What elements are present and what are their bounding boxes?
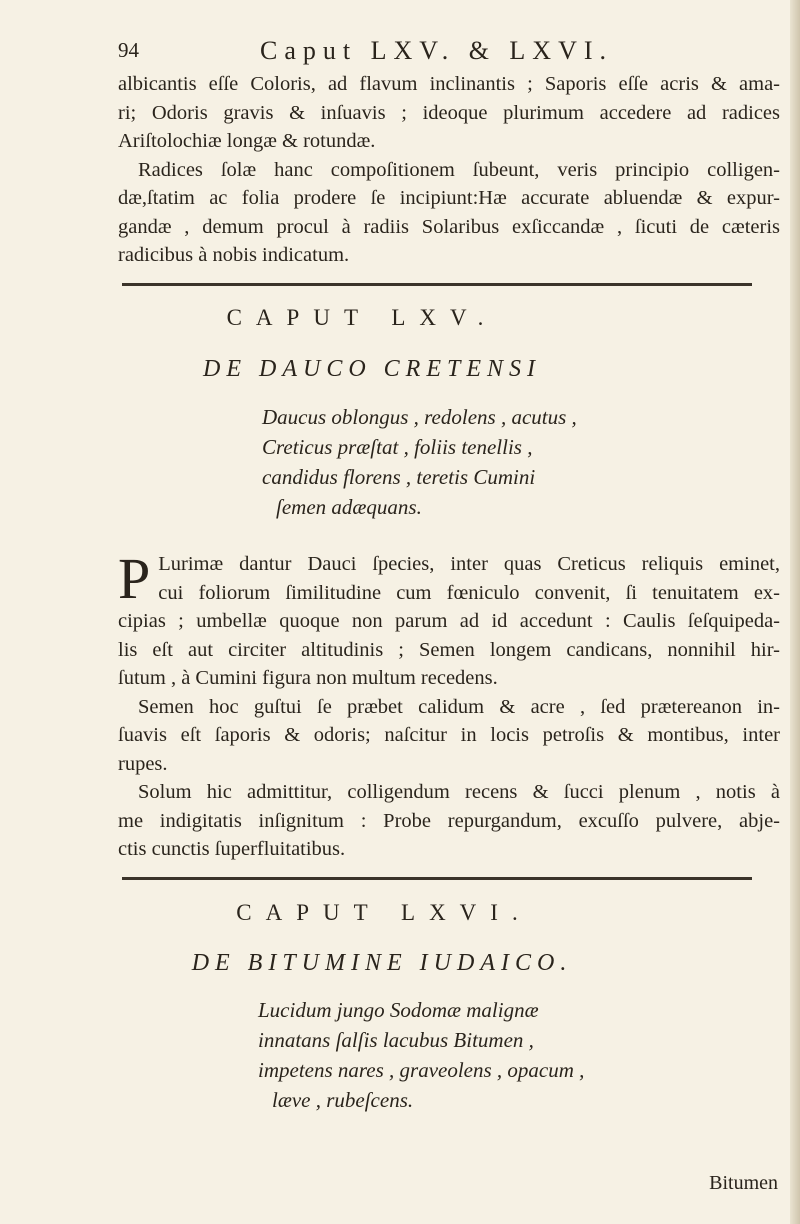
- text-line: Semen hoc guſtui ſe præbet calidum & acre , ſed prætereanon in-: [138, 695, 780, 718]
- text-line: cipias ; umbellæ quoque non parum ad id accedunt : Caulis ſeſquipeda-: [118, 610, 780, 632]
- text-line: radicibus à nobis indicatum.: [118, 244, 350, 266]
- verse-line: Daucus oblongus , redolens , acutus ,: [262, 405, 577, 429]
- text-line: Radices ſolæ hanc compoſitionem ſubeunt, veris principio colligen-: [138, 158, 780, 181]
- text-line: Solum hic admittitur, colligendum recens & ſucci plenum , notis à: [138, 781, 780, 803]
- text-line: ſutum , à Cumini figura non multum recedens.: [118, 667, 498, 689]
- text-line: Ariſtolochiæ longæ & rotundæ.: [118, 130, 376, 152]
- verse-line: Lucidum jungo Sodomæ malignæ: [258, 998, 539, 1022]
- intro-paragraph: [118, 70, 780, 270]
- text-line: ſuavis eſt ſaporis & odoris; naſcitur in locis petroſis & montibus, inter: [118, 724, 780, 746]
- chapter-65-verse: [262, 402, 577, 522]
- chapter-66-verse: [258, 995, 584, 1115]
- verse-line: candidus florens , teretis Cumini: [262, 465, 536, 489]
- running-head: Caput LXV. & LXVI.: [260, 36, 614, 65]
- text-line: lis eſt aut circiter altitudinis ; Semen longem candicans, nonnihil hir-: [118, 638, 780, 661]
- text-line: gandæ , demum procul à radiis Solaribus exſiccandæ , ſicuti de cæteris: [118, 215, 780, 238]
- text-line: albicantis eſſe Coloris, ad flavum inclinantis ; Saporis eſſe acris & ama-: [118, 73, 780, 95]
- chapter-66-subtitle: DE BITUMINE IUDAICO.: [191, 950, 573, 976]
- text-line: cui foliorum ſimilitudine cum fœniculo convenit, ſi tenuitatem ex-: [158, 581, 780, 604]
- text-line: ri; Odoris gravis & inſuavis ; ideoque plurimum accedere ad radices: [118, 101, 780, 124]
- section-divider: [122, 283, 752, 286]
- text-line: me indigitatis inſignitum : Probe repurgandum, excuſſo pulvere, abje-: [118, 809, 780, 832]
- verse-line: innatans ſalſis lacubus Bitumen ,: [258, 1028, 534, 1052]
- text-line: ctis cunctis ſuperfluitatibus.: [118, 838, 346, 860]
- section-divider: [122, 877, 752, 880]
- text-line: rupes.: [118, 752, 168, 775]
- chapter-65-title: CAPUT LXV.: [226, 305, 498, 330]
- drop-cap: P: [118, 546, 151, 611]
- chapter-65-subtitle: DE DAUCO CRETENSI: [203, 356, 541, 382]
- verse-line: impetens nares , graveolens , opacum ,: [258, 1058, 585, 1082]
- text-line: dæ,ſtatim ac folia prodere ſe incipiunt:Hæ accurate abluendæ & expur-: [118, 187, 780, 209]
- chapter-66-title: CAPUT LXVI.: [236, 900, 532, 925]
- verse-line: læve , rubeſcens.: [272, 1088, 414, 1112]
- verse-line: ſemen adæquans.: [276, 495, 422, 519]
- text-line: Lurimæ dantur Dauci ſpecies, inter quas Creticus reliquis eminet,: [158, 553, 780, 575]
- page-header: [118, 38, 678, 68]
- chapter-65-body: [118, 546, 780, 864]
- verse-line: Creticus præſtat , foliis tenellis ,: [262, 435, 533, 459]
- catchword: Bitumen: [709, 1172, 778, 1194]
- page-number: 94: [118, 38, 139, 62]
- page-spine-edge: [790, 0, 800, 1224]
